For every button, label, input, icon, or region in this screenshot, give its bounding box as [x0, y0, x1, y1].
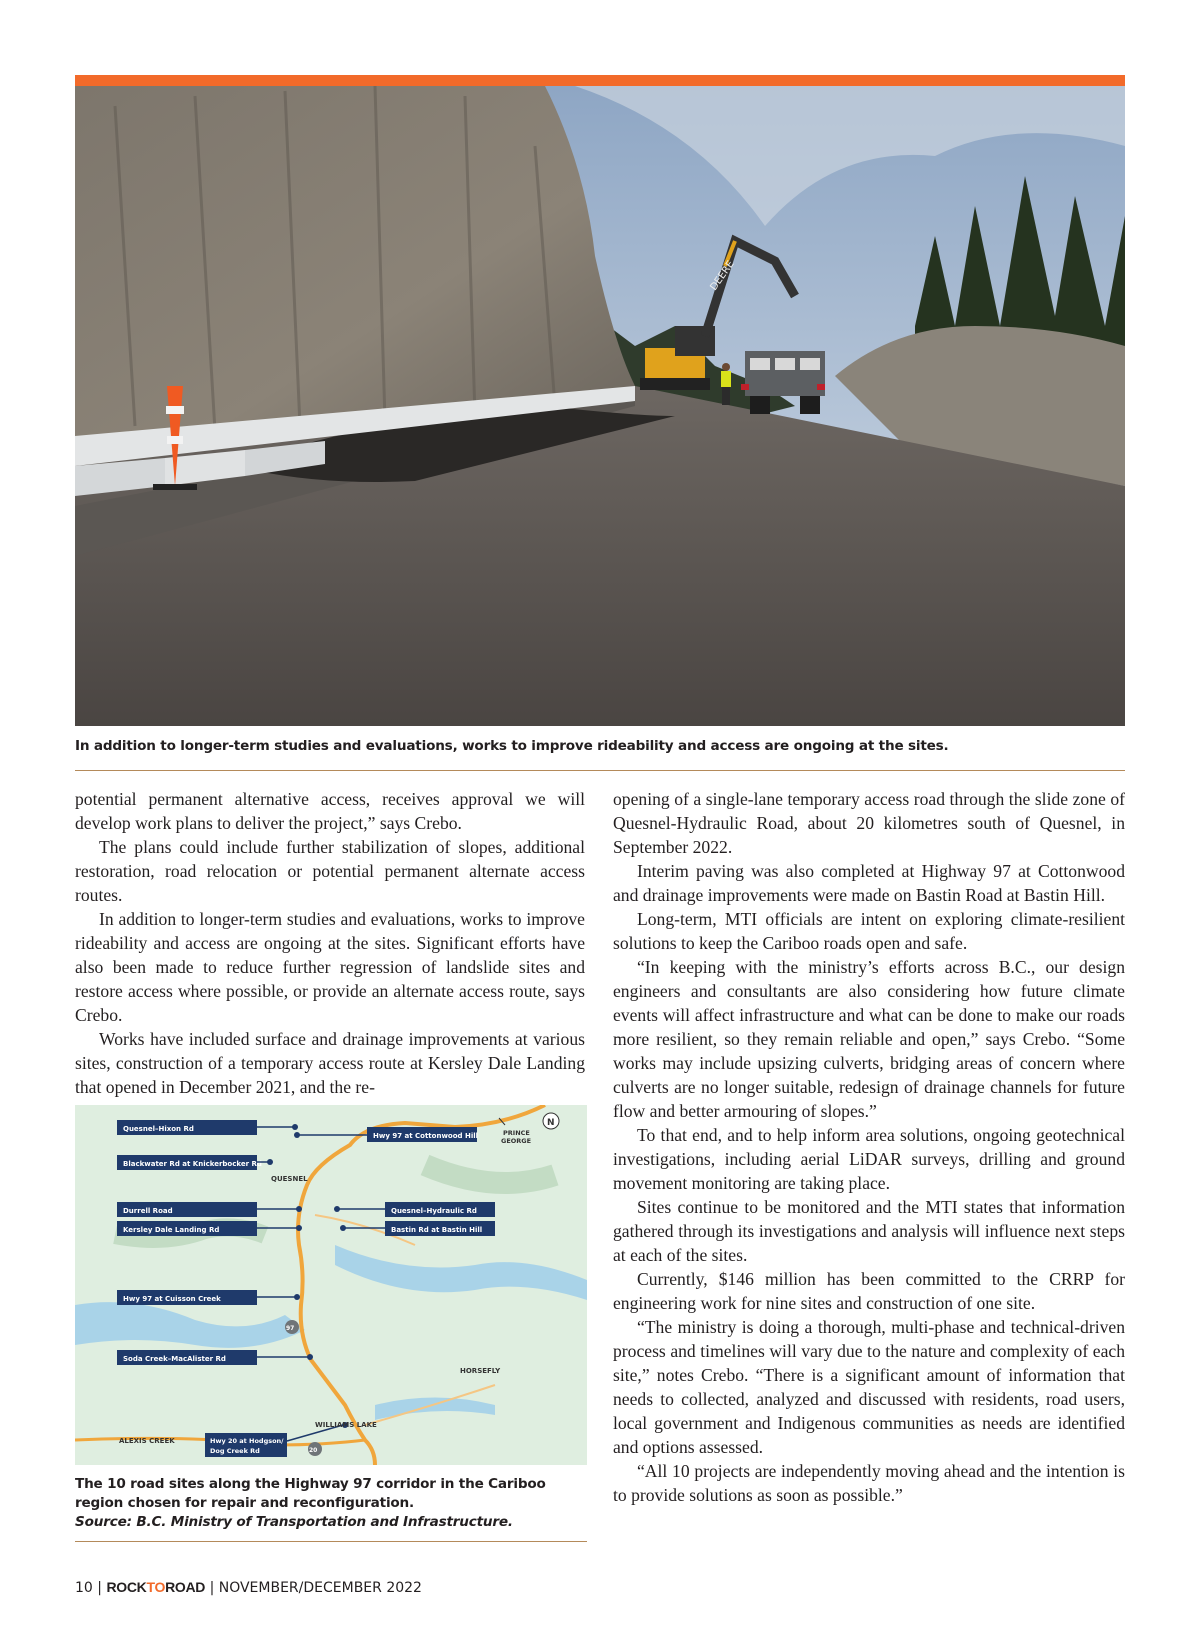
svg-text:Kersley Dale Landing Rd: Kersley Dale Landing Rd [123, 1226, 220, 1234]
magazine-logo: ROCKTOROAD [106, 1579, 206, 1595]
paragraph: “All 10 projects are independently moving ahead and the intention is to provide solutions as soon as possible.” [613, 1461, 1125, 1505]
svg-text:Hwy 20 at Hodgson/: Hwy 20 at Hodgson/ [210, 1437, 284, 1445]
construction-photo [75, 86, 1125, 726]
svg-text:Quesnel–Hixon Rd: Quesnel–Hixon Rd [123, 1125, 194, 1133]
paragraph: Currently, $146 million has been committed to the CRRP for engineering work for nine sites and construction of one site. [613, 1269, 1125, 1313]
paragraph: Works have included surface and drainage improvements at various sites, construction of a temporary access route at Kersley Dale Landing that opened in December 2021, and the re- [75, 1029, 585, 1097]
svg-text:Hwy 97 at Cuisson Creek: Hwy 97 at Cuisson Creek [123, 1295, 221, 1303]
paragraph: Sites continue to be monitored and the MTI states that information gathered through its investigations and analysis will influence next steps at each of the sites. [613, 1197, 1125, 1265]
svg-text:Quesnel–Hydraulic Rd: Quesnel–Hydraulic Rd [391, 1207, 477, 1215]
hwy97-shield-icon [285, 1320, 299, 1334]
svg-text:Hwy 97 at Cottonwood Hill: Hwy 97 at Cottonwood Hill [373, 1132, 479, 1140]
paragraph: Interim paving was also completed at Highway 97 at Cottonwood and drainage improvements were made on Bastin Road at Bastin Hill. [613, 861, 1125, 905]
left-column [75, 787, 585, 1099]
paragraph: The plans could include further stabilization of slopes, additional restoration, road relocation or potential permanent alternate access routes. [75, 837, 585, 905]
map-caption-source: Source: B.C. Ministry of Transportation and Infrastructure. [75, 1514, 513, 1530]
map-label-blackwater [117, 1155, 273, 1170]
right-column [613, 787, 1125, 1507]
paragraph: Long-term, MTI officials are intent on exploring climate-resilient solutions to keep the Cariboo roads open and safe. [613, 909, 1125, 953]
road-sites-map [75, 1105, 587, 1465]
page-footer: 10 | ROCKTOROAD | NOVEMBER/DECEMBER 2022 [75, 1579, 422, 1596]
rock-cliff [75, 86, 635, 446]
page-number: 10 [75, 1580, 93, 1596]
paragraph: “In keeping with the ministry’s efforts across B.C., our design engineers and consultants are also considering how future climate events will affect infrastructure and what can be done to make our roads more resilient, so they remain reliable and open,” says Crebo. “Some works may include upsizing culverts, bridging areas of concern where culverts are no longer suitable, redesign of drainage channels for future flow and better armouring of slopes.” [613, 957, 1125, 1121]
paragraph: To that end, and to help inform area solutions, ongoing geotechnical investigations, including aerial LiDAR surveys, drilling and ground movement monitoring are taking place. [613, 1125, 1125, 1193]
place-horsefly: HORSEFLY [460, 1367, 501, 1375]
caption-divider [75, 770, 1125, 771]
map-caption [75, 1475, 595, 1532]
svg-text:DEERE: DEERE [708, 258, 737, 293]
svg-text:N: N [547, 1118, 555, 1128]
svg-text:20: 20 [309, 1447, 318, 1454]
svg-text:GEORGE: GEORGE [501, 1137, 532, 1145]
photo-illustration [75, 86, 1125, 726]
top-accent-bar [75, 75, 1125, 86]
north-arrow-icon [543, 1113, 559, 1129]
svg-text:PRINCE: PRINCE [503, 1129, 530, 1137]
map-illustration [75, 1105, 587, 1465]
photo-caption: In addition to longer-term studies and evaluations, works to improve rideability and access are ongoing at the sites. [75, 738, 949, 754]
svg-text:Soda Creek–MacAlister Rd: Soda Creek–MacAlister Rd [123, 1355, 226, 1363]
svg-text:Dog Creek Rd: Dog Creek Rd [210, 1447, 260, 1455]
svg-text:97: 97 [286, 1325, 295, 1332]
paragraph: opening of a single-lane temporary access road through the slide zone of Quesnel-Hydraulic Road, about 20 kilometres south of Quesnel, in September 2022. [613, 789, 1125, 857]
place-williams-lake: WILLIAMS LAKE [315, 1421, 377, 1429]
map-caption-text: The 10 road sites along the Highway 97 corridor in the Cariboo region chosen for repair and reconfiguration. [75, 1476, 546, 1511]
place-alexis-creek: ALEXIS CREEK [119, 1437, 175, 1445]
paragraph: In addition to longer-term studies and evaluations, works to improve rideability and access are ongoing at the sites. Significant efforts have also been made to reduce further regression of landslide sites and restore access where possible, or provide an alternate access route, says Crebo. [75, 909, 585, 1025]
place-quesnel: QUESNEL [271, 1175, 308, 1183]
paragraph: potential permanent alternative access, receives approval we will develop work plans to deliver the project,” says Crebo. [75, 789, 585, 833]
svg-text:Bastin Rd at Bastin Hill: Bastin Rd at Bastin Hill [391, 1226, 483, 1234]
issue-date: NOVEMBER/DECEMBER 2022 [218, 1580, 422, 1596]
svg-text:Blackwater Rd at Knickerbocker: Blackwater Rd at Knickerbocker Rd [123, 1160, 262, 1168]
hwy20-shield-icon [308, 1442, 322, 1456]
map-caption-divider [75, 1541, 587, 1542]
paragraph: “The ministry is doing a thorough, multi-phase and technical-driven process and timelines will vary due to the nature and complexity of each site,” notes Crebo. “There is a significant amount of information that needs to collected, analyzed and discussed with residents, road users, local government and Indigenous communities as needs are identified and options assessed. [613, 1317, 1125, 1457]
svg-text:Durrell Road: Durrell Road [123, 1207, 173, 1215]
